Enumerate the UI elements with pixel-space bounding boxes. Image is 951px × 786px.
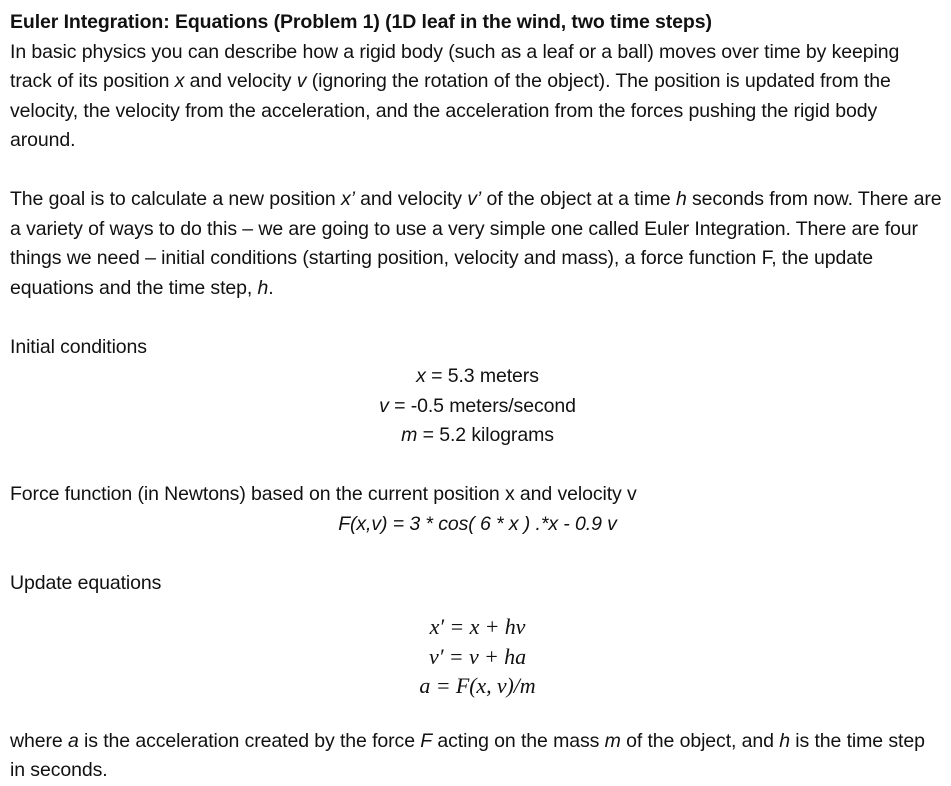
initial-x-value: = 5.3 meters [425, 365, 539, 387]
update-equation-acceleration: a = F(x, v)/m [419, 673, 536, 698]
goal-h2-symbol: h [257, 276, 269, 299]
closing-text-d: of the object, and [620, 729, 780, 752]
spacer [10, 451, 945, 481]
intro-text-a: In basic physics you can describe how a rigid body (such as a leaf or a ball) moves over time by keeping track of its position [10, 40, 900, 92]
initial-v-line [10, 392, 945, 422]
goal-vprime-symbol: v’ [467, 188, 482, 210]
goal-text-d: seconds from now. There are a variety of ways to do this – we are going to use a very simple one called Euler Integration. There are four things we need – initial conditions (starting position, velocity and mass), a force function F, the update equations and the time step, [10, 188, 942, 299]
goal-text-e: . [268, 276, 274, 299]
spacer [10, 539, 945, 569]
page-title: Euler Integration: Equations (Problem 1) (1D leaf in the wind, two time steps) [10, 11, 712, 33]
initial-x-symbol: x [416, 365, 426, 387]
closing-a-symbol: a [67, 729, 79, 752]
intro-paragraph [10, 38, 945, 156]
update-equations-heading: Update equations [10, 571, 162, 594]
closing-text-c: acting on the mass [432, 729, 605, 752]
goal-h-symbol: h [675, 188, 687, 210]
goal-xprime-symbol: x’ [340, 188, 355, 210]
intro-text-b: and velocity [184, 70, 297, 92]
goal-text-b: and velocity [354, 188, 468, 210]
spacer [10, 156, 945, 186]
spacer [10, 303, 945, 333]
closing-m-symbol: m [604, 729, 621, 752]
initial-v-symbol: v [379, 394, 389, 417]
initial-v-value: = -0.5 meters/second [388, 394, 576, 417]
initial-conditions-heading: Initial conditions [10, 335, 147, 358]
intro-v-symbol: v [296, 70, 307, 92]
spacer [10, 701, 945, 727]
initial-m-value: = 5.2 kilograms [417, 424, 554, 446]
closing-paragraph [10, 727, 945, 786]
update-equation-position: x′ = x + hv [429, 614, 526, 639]
intro-x-symbol: x [174, 70, 185, 92]
closing-text-a: where [10, 729, 68, 752]
goal-text-a: The goal is to calculate a new position [10, 188, 341, 210]
initial-conditions-block [10, 362, 945, 451]
closing-f-symbol: F [420, 729, 433, 752]
goal-paragraph [10, 185, 945, 303]
initial-x-line [10, 362, 945, 392]
document [10, 8, 945, 786]
initial-m-line [10, 421, 945, 451]
intro-text-c: (ignoring the rotation of the object). The position is updated from the velocity, the velocity from the acceleration, and the acceleration from the forces pushing the rigid body around. [10, 70, 891, 151]
closing-text-e: is the time step in seconds. [10, 729, 925, 781]
closing-text-b: is the acceleration created by the force [78, 729, 421, 752]
goal-text-c: of the object at a time [481, 188, 676, 210]
closing-h-symbol: h [779, 729, 790, 752]
update-equation-velocity: v′ = v + ha [429, 643, 526, 669]
force-function-heading: Force function (in Newtons) based on the current position x and velocity v [10, 483, 637, 505]
force-function-equation: F(x,v) = 3 * cos( 6 * x ) .*x - 0.9 v [338, 512, 617, 535]
initial-m-symbol: m [401, 424, 418, 446]
update-equations-block [10, 612, 945, 701]
